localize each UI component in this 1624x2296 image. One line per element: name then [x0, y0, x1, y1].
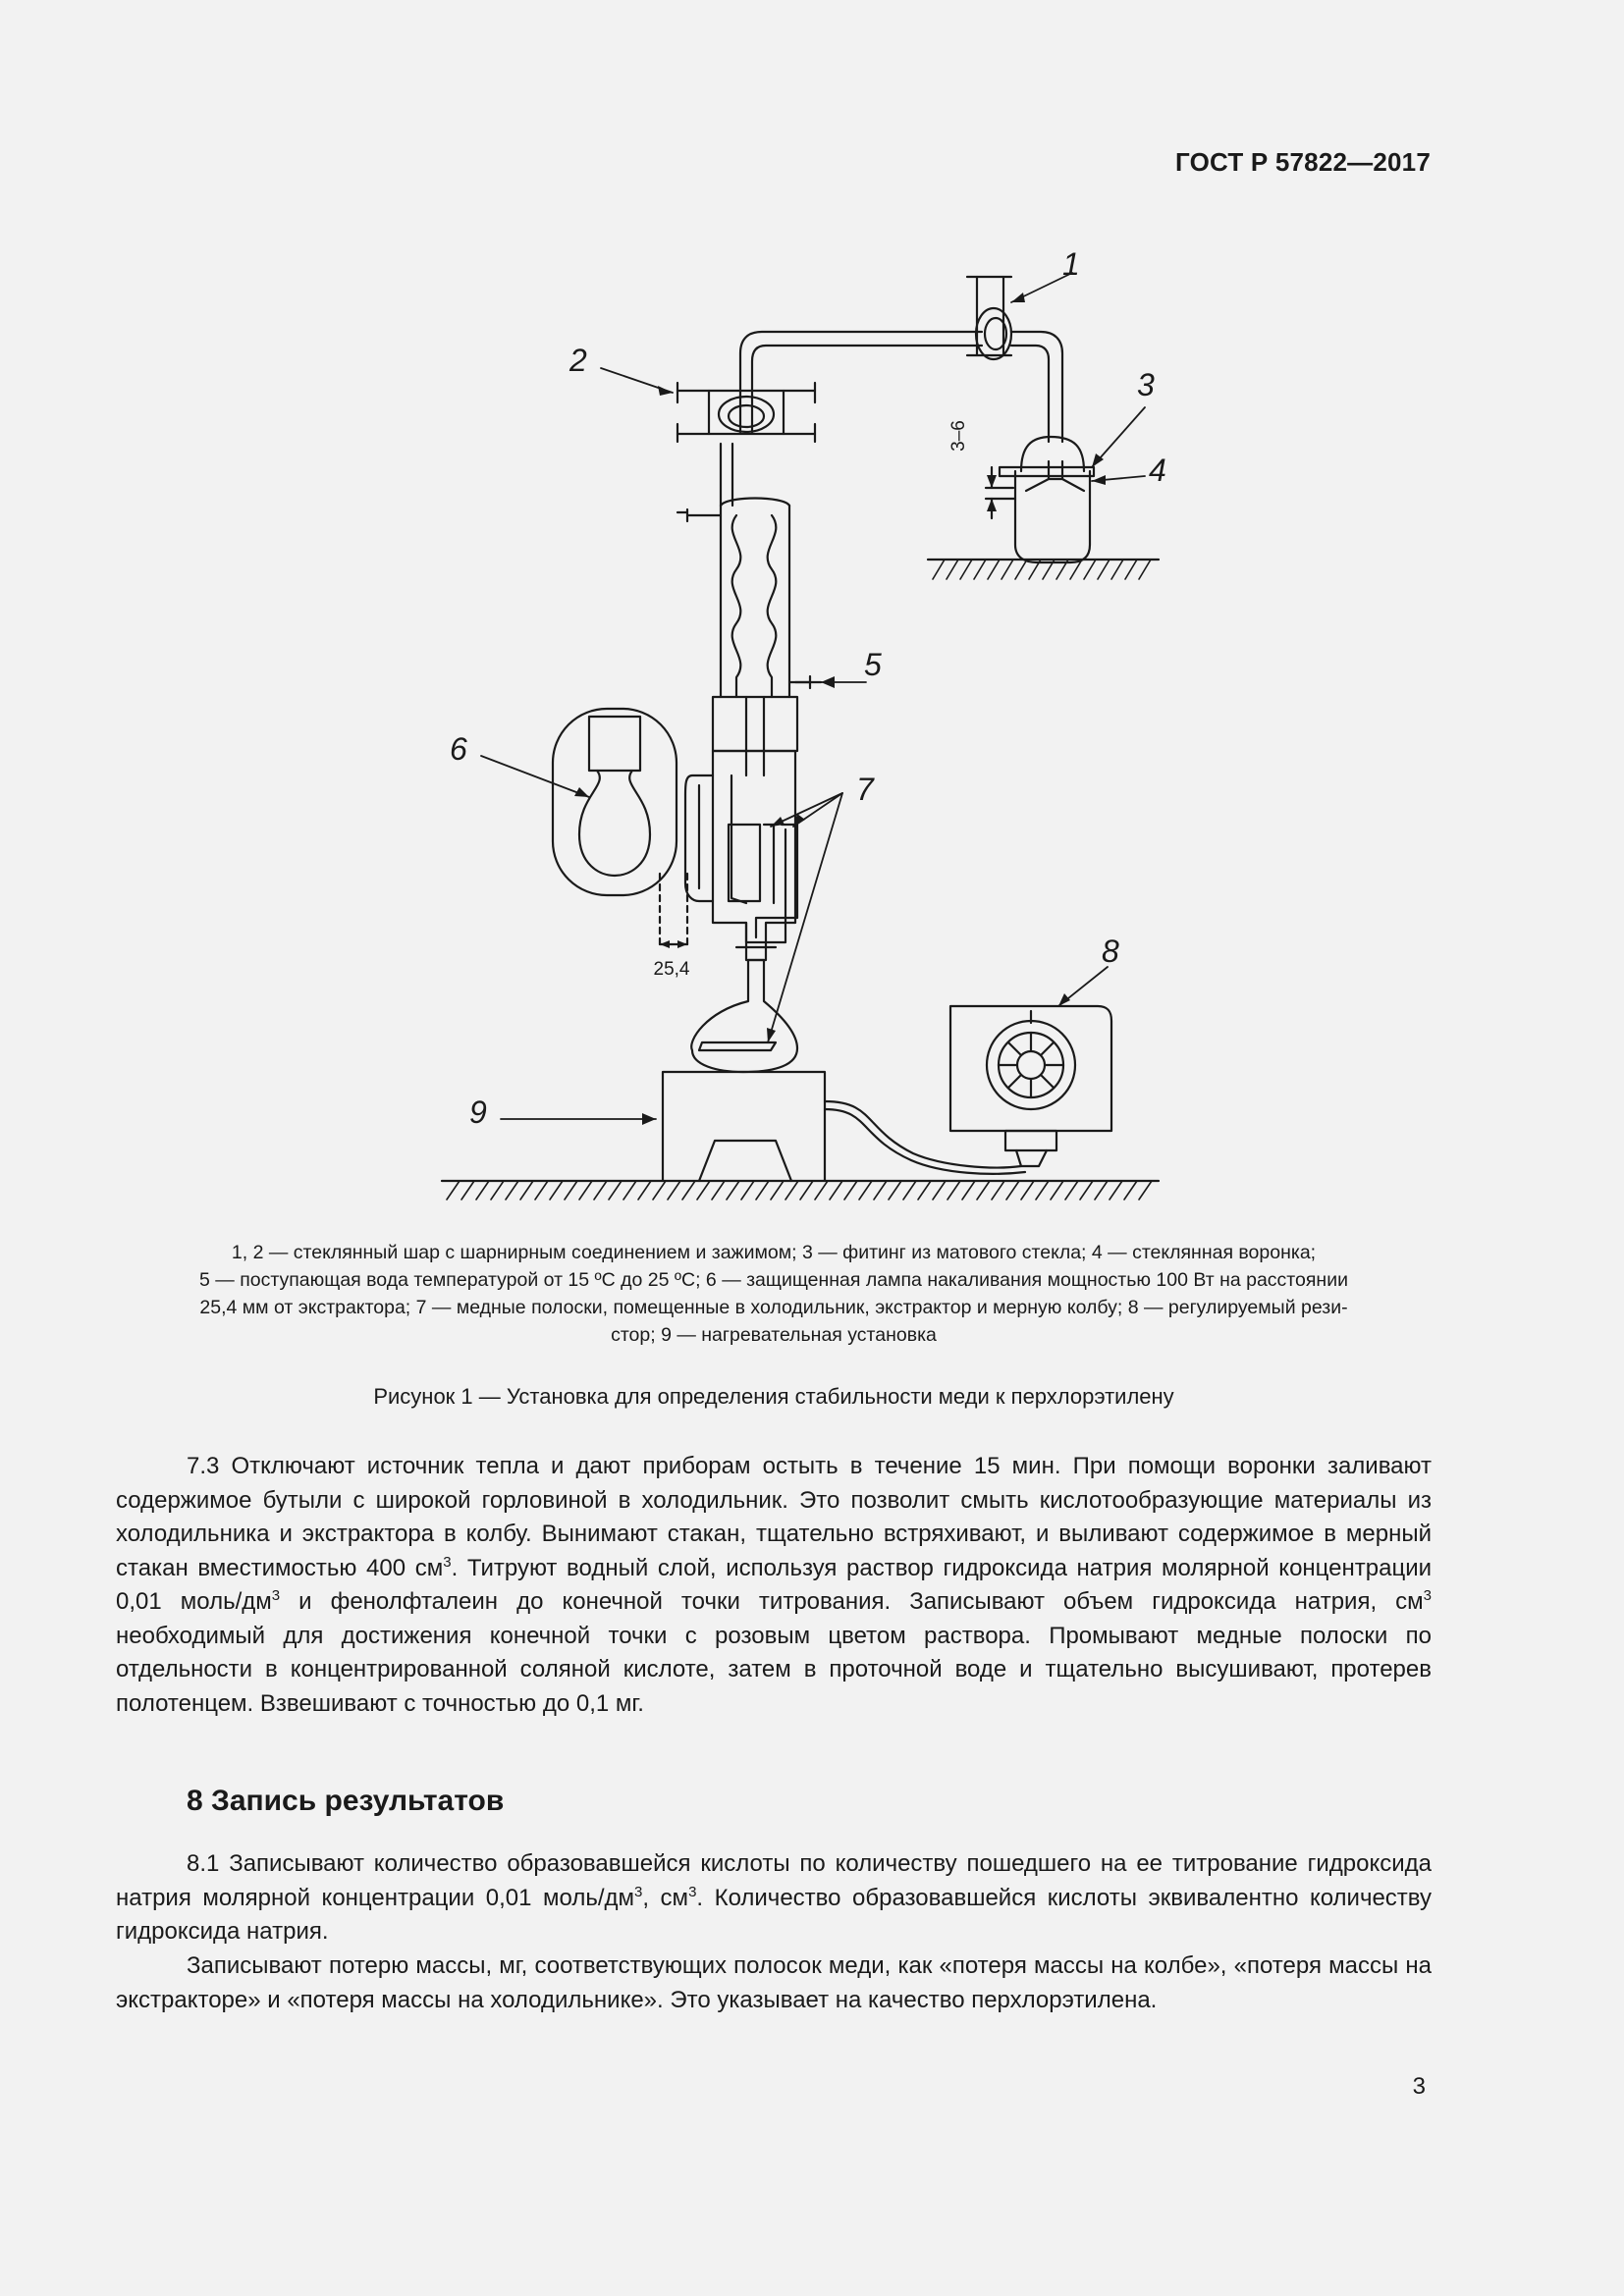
- text-run: , см: [642, 1884, 689, 1911]
- ball-joint-clamp-2: [677, 383, 815, 442]
- text-run: необходимый для достижения конечной точки с розовым цветом раствора. Промывают медные полоски по отдельности в концентрированной соляной кислоте, затем в проточной воде и тщательно высушивают, протерев полотенцем. Взвешивают с точностью до 0,1 мг.: [116, 1622, 1432, 1717]
- legend-line: 1, 2 — стеклянный шар с шарнирным соединением и зажимом; 3 — фитинг из матового стекла; 4 — стеклянная воронка;: [231, 1242, 1317, 1263]
- text-run: . Количество образовавшейся кислоты эквивалентно количеству гидроксида натрия.: [116, 1884, 1433, 1945]
- condenser: [677, 444, 821, 775]
- ground-hatching: [442, 1181, 1159, 1200]
- figure-caption: Рисунок 1 — Установка для определения стабильности меди к перхлорэтилену: [373, 1384, 1174, 1409]
- legend-line: стор; 9 — нагревательная установка: [611, 1324, 937, 1346]
- label-9: 9: [469, 1095, 487, 1130]
- leader-lines: [481, 273, 1145, 1119]
- text-run: 7.3 Отключают источник тепла и дают приборам остыть в течение 15 мин. При помощи воронки заливают содержимое бутыли с широкой горловиной в холодильник. Это позволит смыть кислотообразующие материалы из холодильника и экстрактора в колбу. Вынимают стакан, тщательно встряхивают, и выливают содержимое в мерный стакан вместимостью 400 см: [116, 1453, 1432, 1581]
- superscript: 3: [443, 1553, 452, 1571]
- extractor: [685, 751, 797, 960]
- ball-joint-clamp-1: [967, 277, 1011, 359]
- section-8-mass-loss-paragraph: [116, 1949, 1432, 2017]
- vapor-tube: [740, 332, 1062, 442]
- legend-line: 5 — поступающая вода температурой от 15 ºС до 25 ºС; 6 — защищенная лампа накаливания мощностью 100 Вт на расстоянии: [199, 1269, 1348, 1291]
- flask: [691, 947, 797, 1072]
- label-6: 6: [450, 731, 467, 767]
- superscript: 3: [688, 1883, 697, 1900]
- text-run: и фенолфталеин до конечной точки титрования. Записывают объем гидроксида натрия, см: [280, 1588, 1424, 1615]
- superscript: 3: [271, 1587, 281, 1604]
- superscript: 3: [634, 1883, 643, 1900]
- legend-line: 25,4 мм от экстрактора; 7 — медные полоски, помещенные в холодильник, экстрактор и мерную колбу; 8 — регулируемый рези-: [199, 1297, 1348, 1318]
- protected-lamp: [553, 709, 677, 895]
- dimension-label-3-6: 3–6: [948, 420, 969, 452]
- label-4: 4: [1149, 453, 1166, 488]
- document-header: ГОСТ Р 57822—2017: [1175, 147, 1431, 177]
- label-5: 5: [864, 647, 882, 682]
- text-run: 8.1 Записывают количество образовавшейся кислоты по количеству пошедшего на ее титрование гидроксида натрия молярной концентрации 0,01 моль/дм: [116, 1850, 1432, 1911]
- section-8-1-paragraph: [116, 1847, 1432, 1949]
- superscript: 3: [1423, 1587, 1432, 1604]
- page-number: 3: [1412, 2073, 1426, 2100]
- section-8-heading: 8 Запись результатов: [187, 1785, 505, 1817]
- label-1: 1: [1062, 246, 1080, 282]
- heater-unit: [663, 1072, 825, 1181]
- text-run: . Титруют водный слой, используя раствор гидроксида натрия молярной концентрации 0,01 моль/дм: [116, 1554, 1432, 1615]
- label-2: 2: [569, 343, 587, 378]
- arrowheads: [574, 293, 1106, 1125]
- figure-legend: [116, 1239, 1432, 1349]
- dimension-25-4: [660, 874, 687, 947]
- section-7-3-paragraph: [116, 1450, 1432, 1721]
- label-3: 3: [1137, 367, 1155, 402]
- label-7: 7: [856, 772, 874, 807]
- adjustable-resistor: [825, 1006, 1111, 1174]
- text-run: Записывают потерю массы, мг, соответствующих полосок меди, как «потеря массы на колбе», «потеря массы на экстракторе» и «потеря массы на холодильнике». Это указывает на качество перхлорэтилена.: [116, 1952, 1432, 2013]
- label-8: 8: [1102, 934, 1119, 969]
- dimension-label-25-4: 25,4: [653, 959, 690, 980]
